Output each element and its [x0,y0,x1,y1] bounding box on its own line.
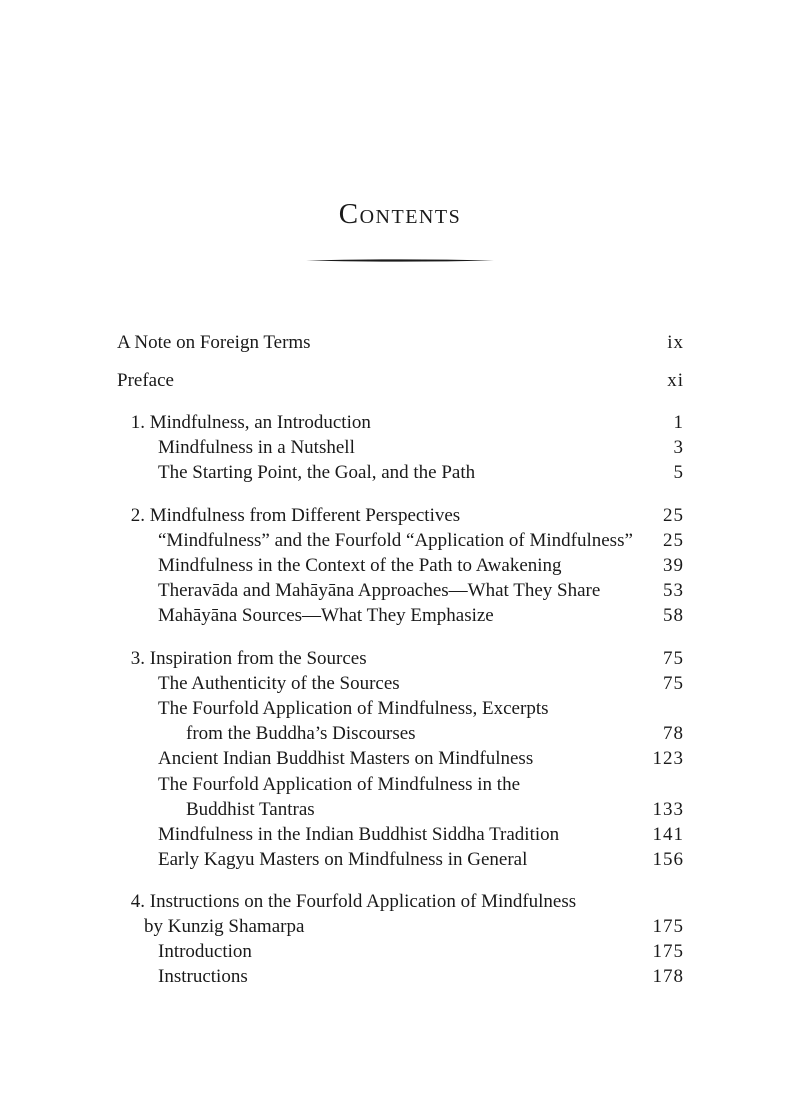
chapter-number: 2. [130,505,145,526]
toc-entry-label [117,646,367,671]
page-title: Contents [338,198,462,230]
toc-section[interactable] [117,696,684,721]
toc-page-number: 178 [652,966,684,987]
toc-page-number: 3 [673,437,684,458]
toc-chapter-4[interactable] [117,889,684,914]
toc-entry-label: “Mindfulness” and the Fourfold “Application of Mindfulness” [158,530,633,551]
chapter-title: Mindfulness from Different Perspectives [149,505,461,526]
toc-page-number: 75 [663,648,684,669]
toc-section[interactable] [117,553,684,578]
toc-section[interactable] [117,603,684,628]
toc-page-number: 156 [652,849,684,870]
toc-entry-label: The Fourfold Application of Mindfulness in the [158,774,521,795]
toc-page-number: 1 [673,412,684,433]
toc-section[interactable] [117,939,684,964]
chapter-title: Inspiration from the Sources [149,648,367,669]
toc-entry-label: A Note on Foreign Terms [117,332,311,353]
toc-entry-label: Theravāda and Mahāyāna Approaches—What They Share [158,580,601,601]
toc-section-continued[interactable] [117,721,684,746]
chapter-number: 3. [130,648,145,669]
toc-section[interactable] [117,964,684,989]
toc-entry-label: Buddhist Tantras [186,799,315,820]
toc-entry-label: The Authenticity of the Sources [158,673,400,694]
toc-page-number: 25 [663,530,684,551]
toc-page-number: ix [667,332,684,353]
toc-page-number: 175 [652,941,684,962]
toc-page-number: 39 [663,555,684,576]
toc-entry-label: Early Kagyu Masters on Mindfulness in General [158,849,528,870]
chapter-title: Mindfulness, an Introduction [149,412,371,433]
toc-entry-label [117,503,460,528]
toc-page-number: xi [667,370,684,391]
toc-entry-label: from the Buddha’s Discourses [186,723,416,744]
toc-page-number: 78 [663,723,684,744]
toc-section[interactable] [117,746,684,771]
toc-page-number: 141 [652,824,684,845]
toc-entry-label: Mindfulness in a Nutshell [158,437,355,458]
toc-section[interactable] [117,578,684,603]
toc-page-number: 25 [663,505,684,526]
toc-section-continued[interactable] [117,797,684,822]
toc-section[interactable] [117,847,684,872]
toc-page-number: 5 [673,462,684,483]
toc-entry-label: The Fourfold Application of Mindfulness, Excerpts [158,698,549,719]
toc-page-number: 75 [663,673,684,694]
toc-entry-label: Ancient Indian Buddhist Masters on Mindfulness [158,748,534,769]
toc-chapter-continued[interactable] [117,914,684,939]
chapter-title: Instructions on the Fourfold Application of Mindfulness [149,891,577,912]
toc-entry-label: Instructions [158,966,248,987]
toc-chapter-3[interactable] [117,646,684,671]
toc-section[interactable] [117,772,684,797]
toc-entry-label: Mindfulness in the Indian Buddhist Siddha Tradition [158,824,560,845]
toc-section[interactable] [117,528,684,553]
toc-entry-label: Introduction [158,941,252,962]
toc-page-number: 58 [663,605,684,626]
toc-entry-label [117,889,576,914]
toc-page-number: 123 [652,748,684,769]
toc-entry-foreign-terms[interactable] [117,330,684,355]
toc-chapter-2[interactable] [117,503,684,528]
toc-entry-label: by Kunzig Shamarpa [144,916,305,937]
toc-entry-label: Preface [117,370,174,391]
toc-section[interactable] [117,671,684,696]
toc-entry-label: Mindfulness in the Context of the Path to Awakening [158,555,562,576]
title-ornament-rule [306,259,494,262]
toc-page-number: 175 [652,916,684,937]
toc-entry-label: Mahāyāna Sources—What They Emphasize [158,605,494,626]
toc-page-number: 133 [652,799,684,820]
toc-section[interactable] [117,435,684,460]
toc-entry-preface[interactable] [117,368,684,393]
toc-page-number: 53 [663,580,684,601]
toc-section[interactable] [117,822,684,847]
toc-chapter-1[interactable] [117,410,684,435]
toc-entry-label [117,410,371,435]
toc-section[interactable] [117,460,684,485]
toc-entry-label: The Starting Point, the Goal, and the Path [158,462,476,483]
chapter-number: 1. [130,412,145,433]
chapter-number: 4. [130,891,145,912]
